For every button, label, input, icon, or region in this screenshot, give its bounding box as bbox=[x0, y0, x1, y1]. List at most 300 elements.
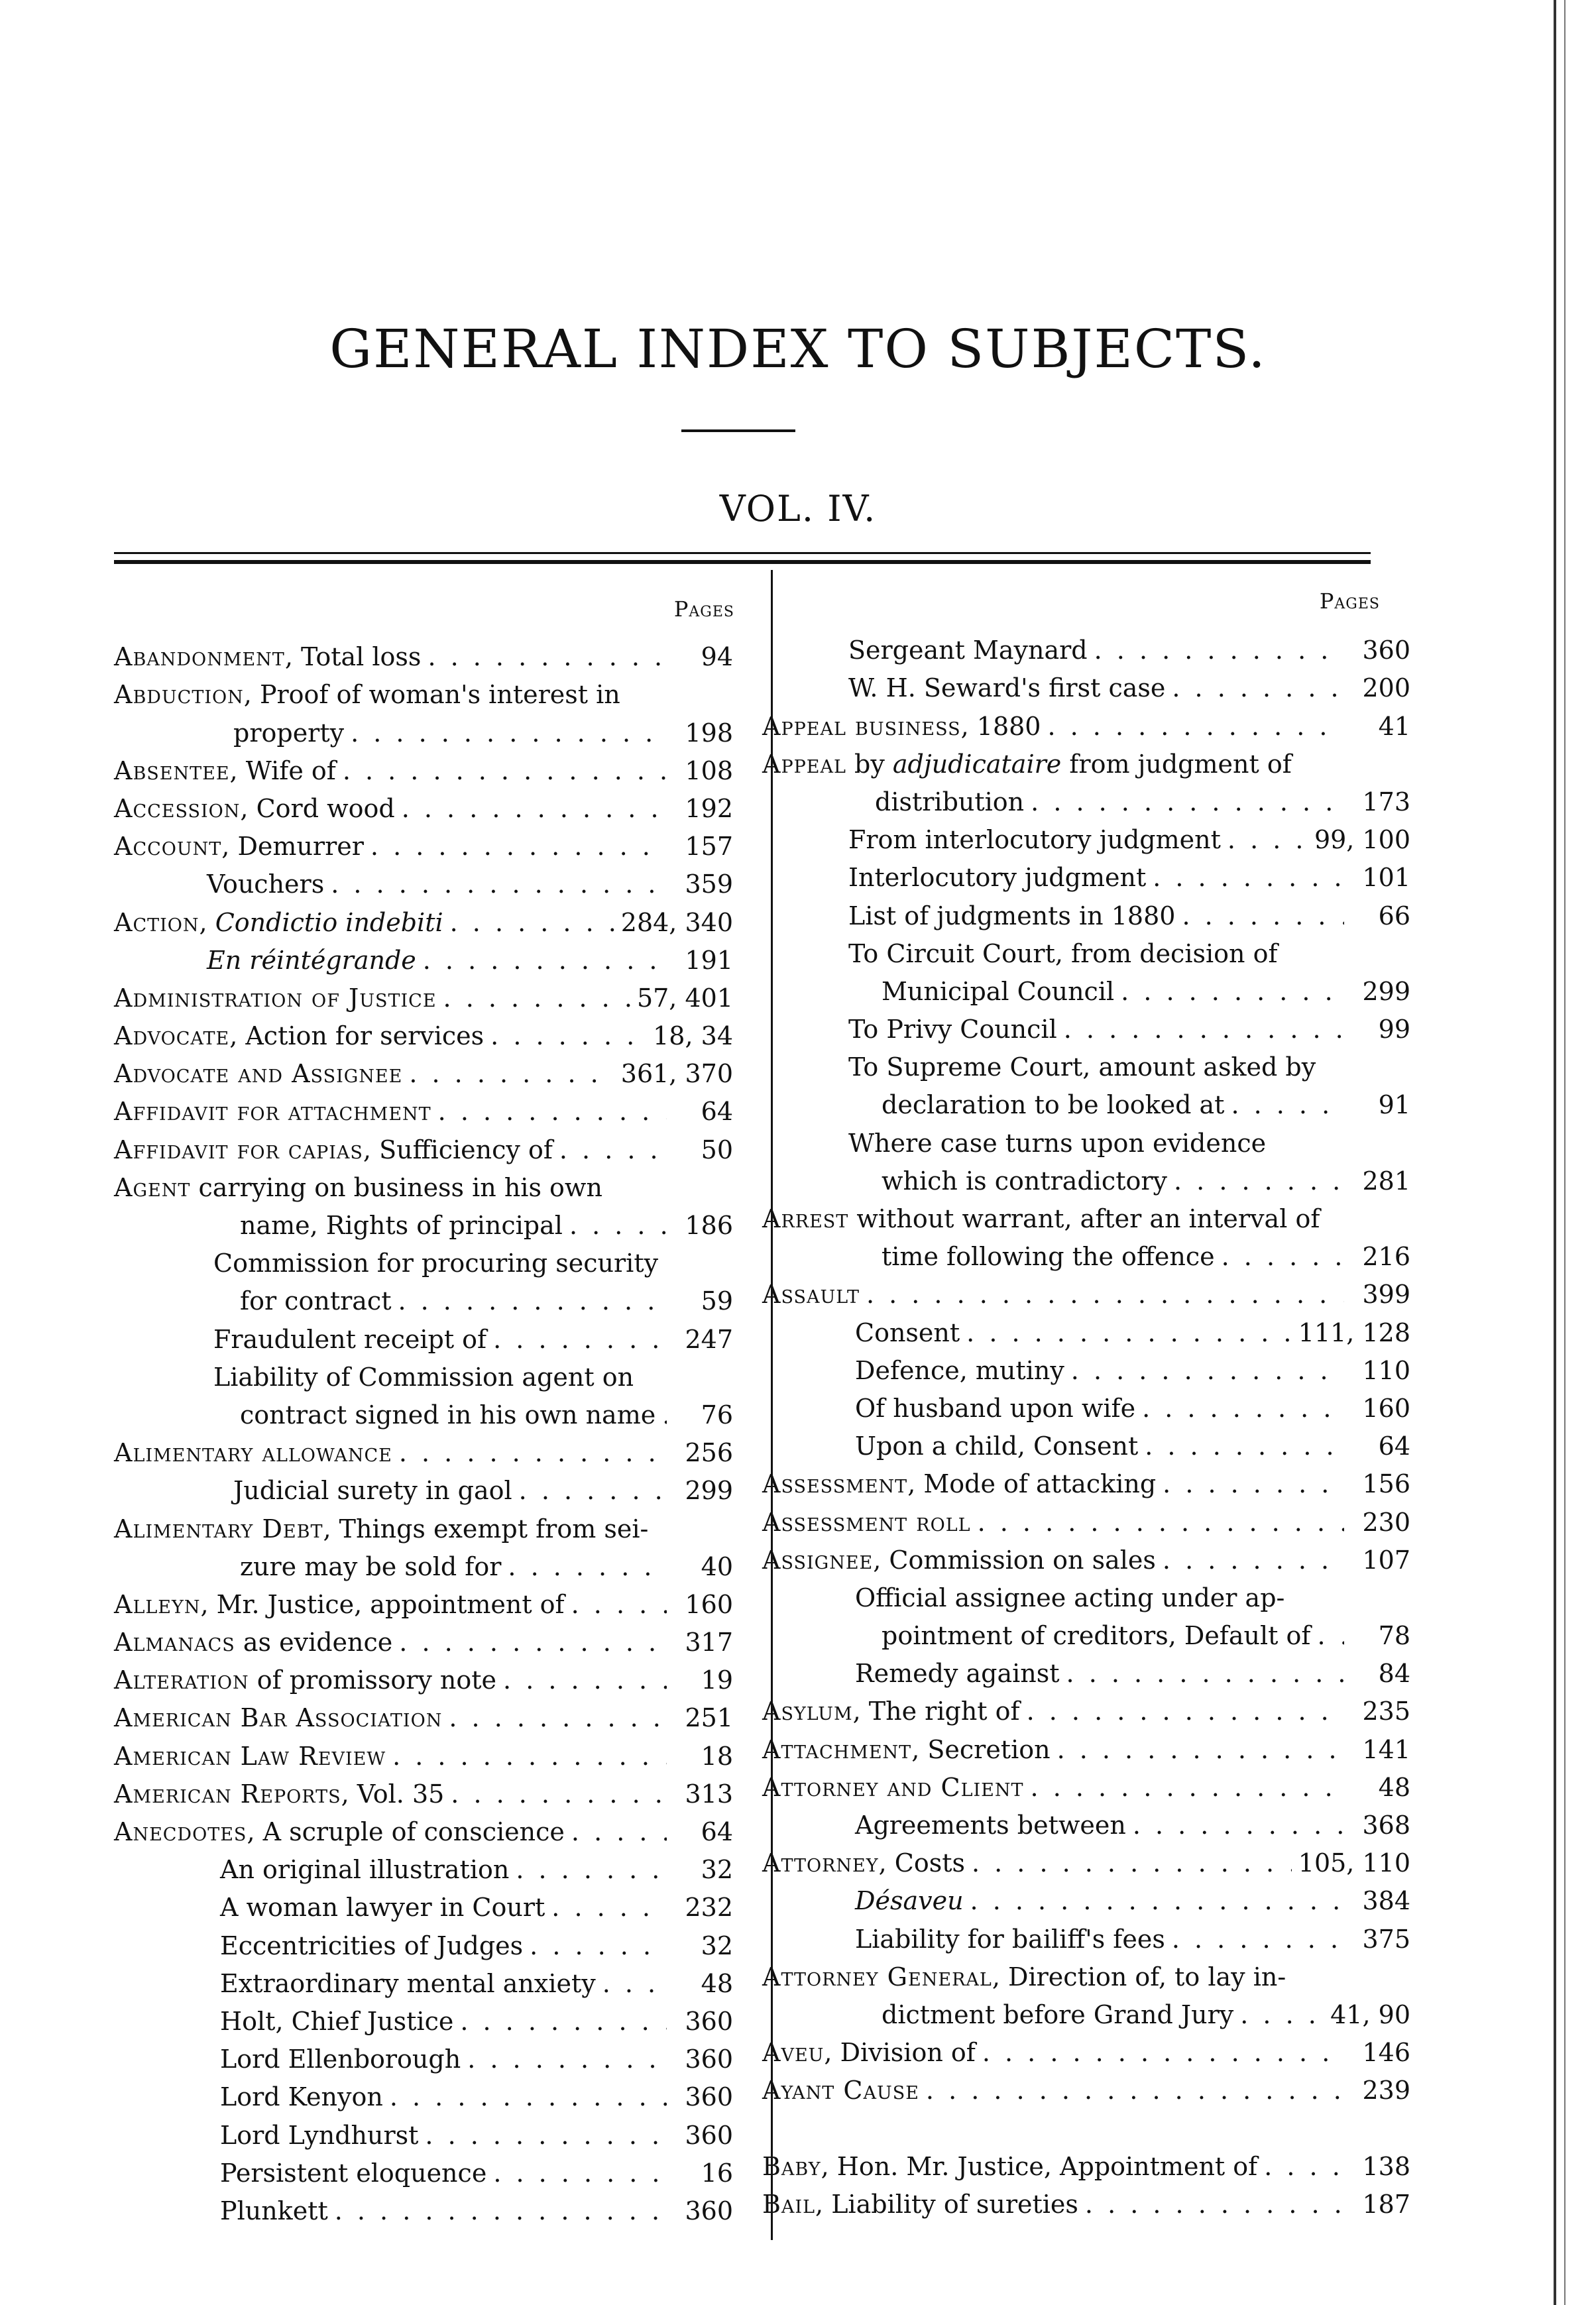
entry-heading: Attorney bbox=[762, 1848, 879, 1878]
entry-heading: Account bbox=[114, 832, 222, 862]
entry-text: Remedy against bbox=[855, 1659, 1060, 1689]
entry-label bbox=[114, 1703, 442, 1732]
page-number: 91 bbox=[1378, 1090, 1410, 1120]
entry-label bbox=[233, 1476, 512, 1505]
dot-leader bbox=[1071, 1356, 1344, 1385]
entry-text: carrying on business in his own bbox=[190, 1172, 602, 1202]
entry-label bbox=[848, 1052, 1316, 1082]
page-number: 76 bbox=[701, 1400, 733, 1430]
dot-leader bbox=[1031, 1773, 1344, 1802]
entry-text: Fraudulent receipt of bbox=[213, 1324, 487, 1354]
dot-leader bbox=[926, 2076, 1344, 2105]
entry-text: W. H. Seward's first case bbox=[848, 673, 1166, 703]
entry-heading: Attorney and Client bbox=[762, 1772, 1024, 1802]
index-entry bbox=[762, 1044, 1410, 1082]
entry-text: Where case turns upon evidence bbox=[848, 1128, 1267, 1158]
index-entry bbox=[114, 1544, 733, 1581]
page-number: 99, 100 bbox=[1314, 825, 1410, 855]
dot-leader bbox=[1172, 673, 1344, 703]
entry-label bbox=[882, 1621, 1310, 1650]
entry-heading: Alimentary Debt bbox=[114, 1514, 323, 1544]
entry-label bbox=[213, 1325, 486, 1354]
index-entry bbox=[114, 1657, 733, 1695]
page-number: 146 bbox=[1362, 2038, 1410, 2068]
index-entry bbox=[762, 779, 1410, 816]
index-entry bbox=[114, 1088, 733, 1126]
entry-heading: Assault bbox=[762, 1280, 860, 1310]
dot-leader bbox=[409, 1059, 614, 1088]
entry-label bbox=[855, 1394, 1135, 1423]
page-number: 108 bbox=[685, 756, 733, 785]
entry-text: as evidence bbox=[235, 1628, 393, 1658]
entry-text: Interlocutory judgment bbox=[848, 863, 1147, 893]
entry-text: From interlocutory judgment bbox=[848, 825, 1221, 855]
entry-label bbox=[882, 1242, 1215, 1271]
dot-leader bbox=[602, 1969, 667, 1998]
index-entry bbox=[114, 1505, 733, 1543]
index-entry bbox=[762, 2181, 1410, 2219]
page-number: 16 bbox=[701, 2158, 733, 2188]
index-entry bbox=[762, 1688, 1410, 1726]
dot-leader bbox=[398, 1286, 667, 1316]
entry-text: Lord Kenyon bbox=[220, 2082, 383, 2112]
index-entry bbox=[114, 861, 733, 899]
page-number: 94 bbox=[701, 642, 733, 672]
dot-leader bbox=[972, 1848, 1292, 1878]
dot-leader bbox=[335, 2196, 667, 2225]
dot-leader bbox=[1222, 1242, 1344, 1271]
entry-label bbox=[114, 794, 395, 823]
entry-label bbox=[762, 2190, 1078, 2219]
volume-label: VOL. IV. bbox=[719, 488, 877, 530]
dot-leader bbox=[449, 1703, 667, 1732]
entry-heading: Agent bbox=[114, 1172, 191, 1202]
entry-text: , Direction of, to lay in- bbox=[992, 1962, 1286, 1992]
index-entry bbox=[114, 1581, 733, 1619]
dot-leader bbox=[966, 1318, 1292, 1347]
index-entry bbox=[762, 1461, 1410, 1498]
dot-leader bbox=[1133, 1811, 1344, 1840]
entry-text: , Total loss bbox=[284, 642, 422, 672]
entry-text: , Commission on sales bbox=[873, 1545, 1156, 1575]
entry-heading: Advocate bbox=[114, 1021, 230, 1051]
entry-label bbox=[875, 787, 1024, 816]
index-entry bbox=[762, 1347, 1410, 1385]
entry-label bbox=[855, 1356, 1064, 1385]
entry-heading: Alimentary allowance bbox=[114, 1438, 392, 1468]
index-entry bbox=[762, 627, 1410, 665]
entry-text: , Sufficiency of bbox=[363, 1135, 553, 1164]
dot-leader bbox=[1064, 1015, 1344, 1044]
entry-heading: American Law Review bbox=[114, 1741, 386, 1771]
entry-label bbox=[114, 1742, 386, 1771]
index-entry bbox=[114, 975, 733, 1013]
entry-text: An original illustration bbox=[220, 1855, 510, 1885]
index-entry bbox=[762, 930, 1410, 968]
page-number: 141 bbox=[1362, 1734, 1410, 1764]
index-entry bbox=[114, 1922, 733, 1960]
page-number: 50 bbox=[701, 1135, 733, 1164]
index-entry bbox=[762, 2067, 1410, 2105]
index-entry bbox=[114, 1771, 733, 1809]
entry-heading: Assignee bbox=[762, 1545, 874, 1575]
dot-leader bbox=[438, 1097, 667, 1126]
entry-label bbox=[114, 1779, 444, 1809]
entry-text: Plunkett bbox=[220, 2196, 328, 2225]
entry-heading: Asylum bbox=[762, 1697, 853, 1726]
page-number: 111, 128 bbox=[1298, 1318, 1410, 1347]
index-entry bbox=[762, 1119, 1410, 1157]
entry-label bbox=[220, 2007, 453, 2036]
entry-italic: Condictio indebiti bbox=[215, 907, 443, 937]
index-entry bbox=[114, 1695, 733, 1732]
entry-label bbox=[114, 1665, 496, 1695]
page-number: 299 bbox=[685, 1476, 733, 1506]
page-number: 384 bbox=[1362, 1886, 1410, 1916]
dot-leader bbox=[399, 1438, 667, 1467]
index-entry bbox=[762, 741, 1410, 779]
index-entry bbox=[762, 1915, 1410, 1953]
index-entry bbox=[762, 1271, 1410, 1309]
entry-heading: Advocate and Assignee bbox=[114, 1059, 403, 1089]
index-entry bbox=[114, 1278, 733, 1316]
dot-leader bbox=[1163, 1546, 1344, 1575]
page-number: 32 bbox=[701, 1931, 733, 1960]
page-number: 84 bbox=[1378, 1659, 1410, 1689]
entry-heading: Aveu bbox=[762, 2038, 825, 2068]
entry-text: property bbox=[233, 718, 345, 748]
index-entry bbox=[114, 1202, 733, 1240]
entry-label bbox=[848, 901, 1175, 930]
dot-leader bbox=[1085, 2190, 1344, 2219]
entry-label bbox=[240, 1400, 656, 1430]
entry-text: Holt, Chief Justice bbox=[220, 2006, 454, 2036]
entry-text: To Privy Council bbox=[848, 1015, 1057, 1044]
page-number: 19 bbox=[701, 1665, 733, 1695]
entry-heading: Appeal bbox=[762, 749, 846, 779]
index-entry bbox=[114, 634, 733, 671]
dot-leader bbox=[982, 2038, 1344, 2067]
entry-label bbox=[114, 984, 437, 1013]
entry-heading: Absentee bbox=[114, 756, 230, 785]
entry-label bbox=[855, 1925, 1165, 1954]
dot-leader bbox=[569, 1211, 667, 1240]
entry-label bbox=[762, 1508, 971, 1537]
entry-text: Vouchers bbox=[207, 870, 325, 899]
index-entry bbox=[114, 1126, 733, 1164]
dot-leader bbox=[331, 870, 667, 899]
page-number: 48 bbox=[701, 1968, 733, 1998]
entry-label bbox=[240, 1211, 563, 1240]
entry-label bbox=[114, 1438, 392, 1467]
entry-label bbox=[762, 1773, 1024, 1802]
dot-leader bbox=[493, 1325, 667, 1354]
index-entry bbox=[762, 816, 1410, 854]
dot-leader bbox=[1240, 2000, 1324, 2029]
entry-label bbox=[220, 2082, 383, 2111]
entry-label bbox=[213, 1249, 658, 1278]
dot-leader bbox=[1174, 1166, 1344, 1196]
entry-heading: Assessment bbox=[762, 1469, 908, 1499]
entry-text: , Costs bbox=[878, 1848, 965, 1878]
entry-label bbox=[855, 1811, 1126, 1840]
entry-text: Liability of Commission agent on bbox=[213, 1362, 634, 1392]
page-number: 41 bbox=[1378, 711, 1410, 741]
index-entry bbox=[114, 748, 733, 785]
page-number: 232 bbox=[685, 1893, 733, 1923]
entry-heading: Almanacs bbox=[114, 1628, 235, 1658]
entry-label bbox=[762, 1204, 1320, 1233]
page-number: 48 bbox=[1378, 1772, 1410, 1802]
entry-label bbox=[855, 1886, 964, 1915]
dot-leader bbox=[451, 1779, 667, 1809]
dot-leader bbox=[392, 1742, 667, 1771]
entry-label bbox=[220, 2121, 418, 2150]
entry-heading: Bail bbox=[762, 2189, 816, 2219]
page-number: 192 bbox=[685, 793, 733, 823]
page-number: 359 bbox=[685, 870, 733, 899]
index-entry bbox=[762, 1726, 1410, 1764]
right-entries bbox=[762, 627, 1410, 2219]
entry-heading: Administration of Justice bbox=[114, 983, 437, 1013]
dot-leader bbox=[1094, 636, 1344, 665]
page-number: 360 bbox=[685, 2045, 733, 2074]
entry-label bbox=[207, 946, 416, 975]
index-entry bbox=[114, 1392, 733, 1430]
entry-text: Sergeant Maynard bbox=[848, 636, 1088, 665]
entry-heading: Alleyn bbox=[114, 1589, 201, 1619]
entry-text: name, Rights of principal bbox=[240, 1211, 563, 1240]
entry-label bbox=[882, 1166, 1167, 1196]
entry-label bbox=[848, 1015, 1057, 1044]
entry-label bbox=[114, 756, 336, 785]
entry-label bbox=[114, 1817, 565, 1846]
dot-leader bbox=[571, 1590, 667, 1619]
page-number: 235 bbox=[1362, 1697, 1410, 1726]
entry-label bbox=[762, 1697, 1020, 1726]
entry-text: Official assignee acting under ap- bbox=[855, 1583, 1285, 1612]
index-entry bbox=[114, 1809, 733, 1846]
page-number: 78 bbox=[1378, 1621, 1410, 1651]
dot-leader bbox=[866, 1280, 1344, 1309]
entry-text: zure may be sold for bbox=[240, 1551, 502, 1581]
entry-text: , Action for services bbox=[229, 1021, 484, 1051]
page-number: 64 bbox=[701, 1097, 733, 1127]
dot-leader bbox=[390, 2082, 667, 2111]
page-number: 186 bbox=[685, 1211, 733, 1240]
index-entry bbox=[114, 709, 733, 747]
entry-text: which is contradictory bbox=[882, 1166, 1167, 1196]
page-number: 281 bbox=[1362, 1166, 1410, 1196]
page-number: 216 bbox=[1362, 1242, 1410, 1272]
index-entry bbox=[114, 671, 733, 709]
entry-heading: Assessment roll bbox=[762, 1507, 971, 1537]
index-entry bbox=[114, 1050, 733, 1088]
dot-leader bbox=[1153, 863, 1344, 892]
entry-heading: Appeal business bbox=[762, 711, 961, 741]
dot-leader bbox=[351, 718, 667, 748]
entry-text: List of judgments in 1880 bbox=[848, 901, 1176, 930]
entry-heading: Abduction bbox=[114, 680, 244, 710]
entry-label bbox=[762, 1280, 860, 1309]
dot-leader bbox=[1182, 901, 1344, 930]
entry-text: Eccentricities of Judges bbox=[220, 1931, 524, 1960]
dot-leader bbox=[559, 1135, 667, 1164]
dot-leader bbox=[1264, 2152, 1344, 2181]
entry-label bbox=[762, 1546, 1156, 1575]
page-number: 66 bbox=[1378, 901, 1410, 930]
index-entry bbox=[114, 2074, 733, 2111]
dot-leader bbox=[423, 946, 667, 975]
entry-heading: Anecdotes bbox=[114, 1817, 247, 1846]
index-entry bbox=[762, 1954, 1410, 1992]
page-edge bbox=[1554, 0, 1556, 2305]
entry-heading: Attachment bbox=[762, 1734, 912, 1764]
index-entry bbox=[762, 1802, 1410, 1840]
page-number: 41, 90 bbox=[1330, 1999, 1410, 2029]
entry-label bbox=[220, 2196, 328, 2225]
entry-heading: Action bbox=[114, 907, 200, 937]
index-entry bbox=[762, 968, 1410, 1006]
page-number: 200 bbox=[1362, 673, 1410, 703]
entry-heading: Attorney General bbox=[762, 1962, 992, 1992]
index-entry bbox=[114, 1013, 733, 1050]
page-number: 360 bbox=[685, 2006, 733, 2036]
dot-leader bbox=[516, 1855, 667, 1884]
dot-leader bbox=[450, 908, 614, 937]
page-number: 107 bbox=[1362, 1545, 1410, 1575]
entry-text-continued: from judgment of bbox=[1061, 749, 1292, 779]
entry-label bbox=[220, 1855, 509, 1884]
page-number: 59 bbox=[701, 1286, 733, 1316]
index-entry bbox=[114, 1884, 733, 1922]
page-number: 247 bbox=[685, 1324, 733, 1354]
index-entry bbox=[114, 1164, 733, 1202]
dot-leader bbox=[1172, 1925, 1344, 1954]
entry-label bbox=[114, 1097, 431, 1126]
index-entry bbox=[762, 1158, 1410, 1196]
entry-text: Persistent eloquence bbox=[220, 2158, 487, 2188]
index-entry bbox=[762, 2143, 1410, 2181]
dot-leader bbox=[1317, 1621, 1344, 1650]
index-entry bbox=[762, 703, 1410, 740]
entry-label bbox=[762, 750, 1292, 779]
page-edge-shadow bbox=[1564, 0, 1566, 2305]
entry-label bbox=[213, 1363, 634, 1392]
entry-italic: En réintégrande bbox=[207, 945, 416, 975]
page-number: 375 bbox=[1362, 1924, 1410, 1954]
dot-leader bbox=[425, 2121, 667, 2150]
page-number: 32 bbox=[701, 1855, 733, 1885]
dot-leader bbox=[443, 984, 630, 1013]
entry-label bbox=[762, 1469, 1156, 1498]
index-entry bbox=[114, 2111, 733, 2149]
entry-text: contract signed in his own name bbox=[240, 1400, 656, 1430]
dot-leader bbox=[519, 1476, 667, 1505]
entry-label bbox=[762, 2076, 919, 2105]
index-entry bbox=[762, 1498, 1410, 1536]
index-entry bbox=[762, 1878, 1410, 1915]
index-entry bbox=[762, 1650, 1410, 1688]
left-entries bbox=[114, 634, 733, 2225]
dot-leader bbox=[508, 1552, 667, 1581]
dot-leader bbox=[467, 2045, 667, 2074]
dot-leader bbox=[571, 1817, 667, 1846]
index-entry bbox=[114, 1240, 733, 1278]
entry-label bbox=[855, 1432, 1138, 1461]
page-number: 239 bbox=[1362, 2076, 1410, 2106]
dot-leader bbox=[1227, 825, 1308, 854]
dot-leader bbox=[551, 1893, 667, 1922]
dot-leader bbox=[503, 1665, 667, 1695]
entry-label bbox=[220, 2045, 461, 2074]
page-number: 251 bbox=[685, 1703, 733, 1733]
entry-italic: Désaveu bbox=[855, 1886, 964, 1916]
index-entry bbox=[762, 1423, 1410, 1461]
entry-label bbox=[855, 1583, 1284, 1612]
entry-label bbox=[855, 1659, 1060, 1688]
dot-leader bbox=[370, 832, 667, 861]
entry-label bbox=[882, 2000, 1233, 2029]
index-entry bbox=[114, 1732, 733, 1770]
entry-label bbox=[114, 1173, 602, 1202]
entry-text: Agreements between bbox=[855, 1811, 1126, 1840]
section-spacer bbox=[762, 2105, 1410, 2143]
page-number: 156 bbox=[1362, 1469, 1410, 1499]
page-number: 160 bbox=[685, 1589, 733, 1619]
page-number: 284, 340 bbox=[620, 907, 733, 937]
page-number: 191 bbox=[685, 945, 733, 975]
dot-leader bbox=[343, 756, 667, 785]
entry-label bbox=[114, 1059, 402, 1088]
index-entry bbox=[114, 1430, 733, 1467]
entry-text: , 1880 bbox=[960, 711, 1041, 741]
page-number: 173 bbox=[1362, 787, 1410, 816]
entry-label bbox=[220, 1931, 523, 1960]
entry-text: of promissory note bbox=[249, 1665, 497, 1695]
dot-leader bbox=[1163, 1469, 1344, 1498]
entry-text: declaration to be looked at bbox=[882, 1090, 1225, 1120]
entry-label bbox=[848, 1129, 1266, 1158]
page-number: 317 bbox=[685, 1628, 733, 1658]
entry-heading: American Bar Association bbox=[114, 1703, 443, 1733]
page-number: 360 bbox=[685, 2082, 733, 2112]
dot-leader bbox=[970, 1886, 1344, 1915]
entry-text: , Proof of woman's interest in bbox=[243, 680, 620, 710]
index-entry bbox=[762, 1537, 1410, 1575]
index-entry bbox=[762, 1840, 1410, 1878]
entry-label bbox=[220, 2159, 486, 2188]
entry-label bbox=[762, 1962, 1286, 1992]
dot-leader bbox=[1031, 787, 1344, 816]
entry-text: , Liability of sureties bbox=[815, 2189, 1078, 2219]
page-number: 313 bbox=[685, 1779, 733, 1809]
entry-heading: Affidavit for capias bbox=[114, 1135, 363, 1164]
dot-leader bbox=[662, 1400, 667, 1430]
entry-label bbox=[114, 680, 620, 709]
page-number: 360 bbox=[685, 2196, 733, 2225]
entry-text: Lord Lyndhurst bbox=[220, 2120, 419, 2150]
entry-heading: Alteration bbox=[114, 1665, 249, 1695]
page-number: 64 bbox=[1378, 1432, 1410, 1461]
page-number: 138 bbox=[1362, 2151, 1410, 2181]
dot-leader bbox=[460, 2007, 667, 2036]
index-entry bbox=[114, 1998, 733, 2036]
entry-label bbox=[114, 642, 421, 671]
index-entry bbox=[114, 823, 733, 861]
entry-heading: Accession bbox=[114, 793, 241, 823]
entry-label bbox=[762, 1848, 965, 1878]
